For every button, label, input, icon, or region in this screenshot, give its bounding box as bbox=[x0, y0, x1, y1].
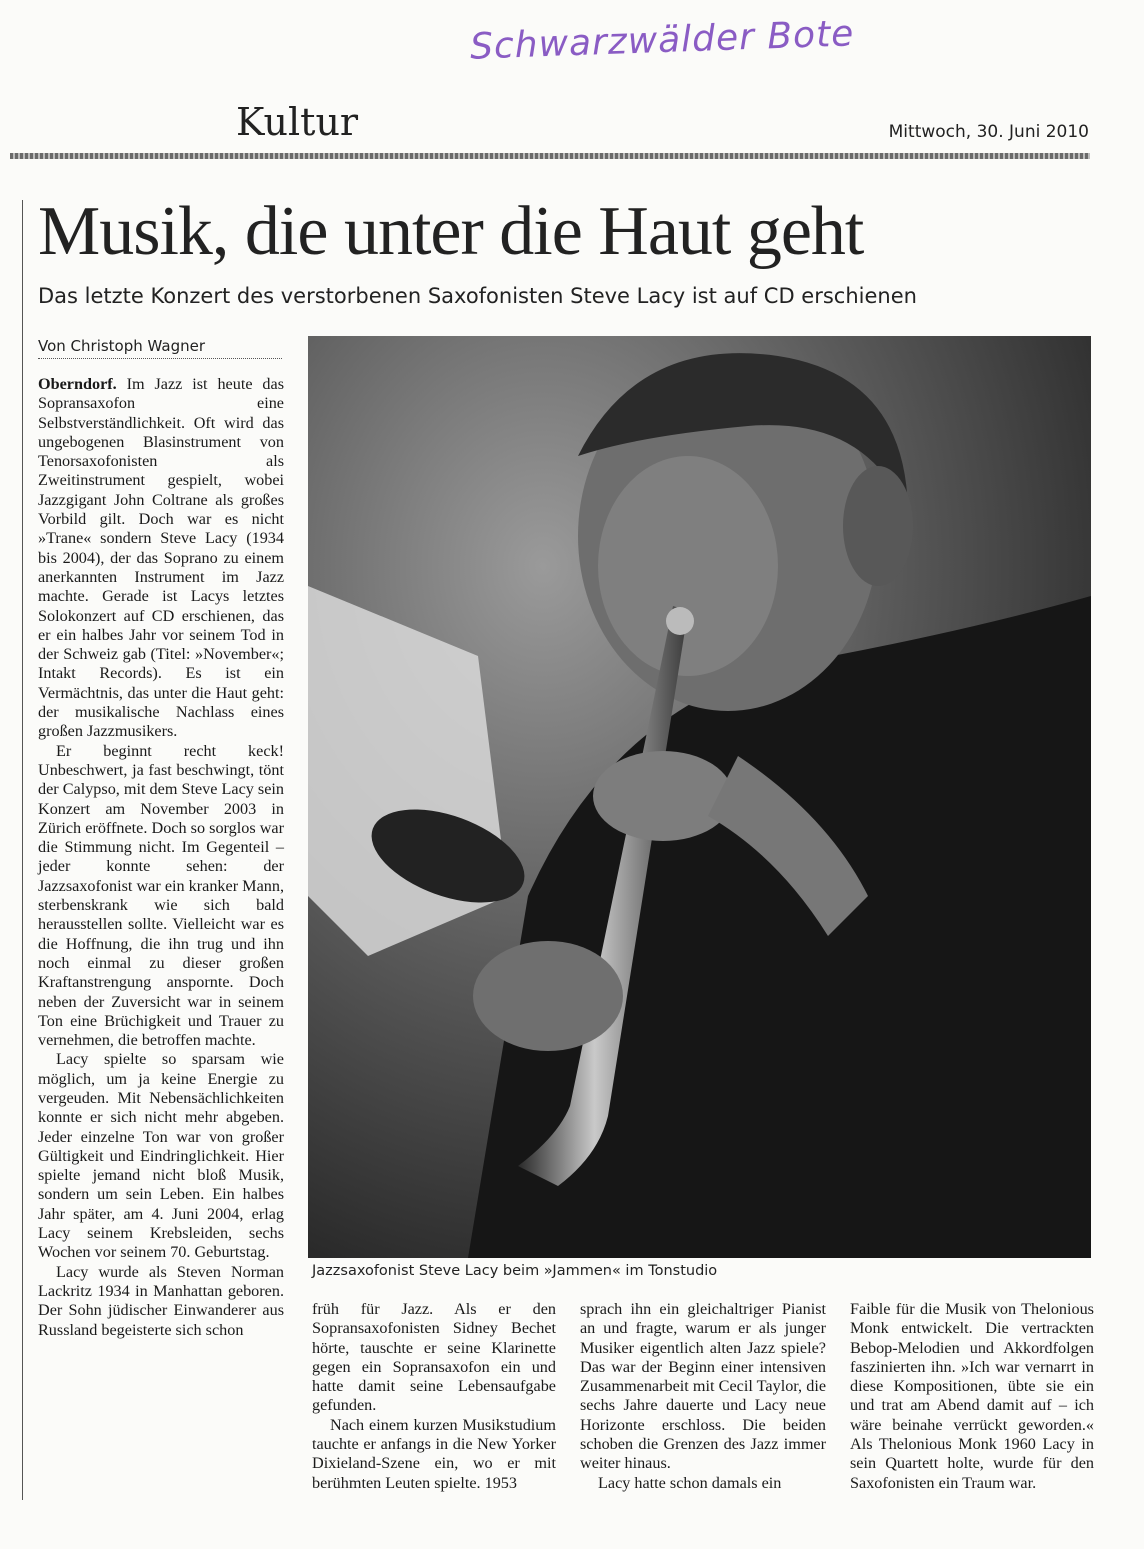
article-photo bbox=[308, 336, 1091, 1258]
photo-caption: Jazzsaxofonist Steve Lacy beim »Jammen« im Tonstudio bbox=[312, 1263, 718, 1279]
article-column-3 bbox=[580, 1300, 826, 1493]
paragraph: Faible für die Musik von Thelonious Monk entwickelt. Die vertrackten Bebop-Melodien und Akkordfolgen faszinierten ihn. »Ich war vernarrt in diese Kompositionen, übte sie ein und trat am Abend damit auf – ich wäre beinahe verrückt geworden.« Als Thelonious Monk 1960 Lacy in sein Quartett holte, wurde für den Saxofonisten ein Traum war. bbox=[850, 1300, 1094, 1492]
subheadline: Das letzte Konzert des verstorbenen Saxofonisten Steve Lacy ist auf CD erschienen bbox=[38, 284, 917, 308]
left-margin-line bbox=[22, 200, 23, 1500]
paragraph: Lacy spielte so sparsam wie möglich, um ja keine Energie zu vergeuden. Mit Nebensächlichkeiten konnte er sich nicht mehr abgeben. Jeder einzelne Ton war von großer Gültigkeit und Eindringlichkeit. Hier spielte jemand nicht bloß Musik, sondern um sein Leben. Ein halbes Jahr später, am 4. Juni 2004, erlag Lacy seinem Krebsleiden, sechs Wochen vor seinem 70. Geburtstag. bbox=[38, 1050, 284, 1262]
paragraph: Lacy hatte schon damals ein bbox=[598, 1473, 782, 1492]
article-column-2 bbox=[312, 1300, 556, 1493]
saxophonist-illustration bbox=[308, 336, 1091, 1258]
paragraph: sprach ihn ein gleichaltriger Pianist an und fragte, warum er als junger Musiker eigentlich alten Jazz spiele? Das war der Beginn einer intensiven Zusammenarbeit mit Cecil Taylor, die sechs Jahre dauerte und Lacy neue Horizonte erschloss. Die beiden schoben die Grenzen des Jazz immer weiter hinaus. bbox=[580, 1300, 826, 1473]
paragraph: Lacy wurde als Steven Norman Lackritz 1934 in Manhattan geboren. Der Sohn jüdischer Einwanderer aus Russland begeisterte sich schon bbox=[38, 1262, 284, 1339]
issue-date: Mittwoch, 30. Juni 2010 bbox=[888, 122, 1089, 142]
section-title: Kultur bbox=[236, 100, 359, 144]
paragraph: Nach einem kurzen Musikstudium tauchte er anfangs in die New Yorker Dixieland-Szene ein, wo er mit berühmten Leuten spielte. 1953 bbox=[312, 1415, 556, 1492]
paragraph: Er beginnt recht keck! Unbeschwert, ja fast beschwingt, tönt der Calypso, mit dem Steve Lacy sein Konzert am November 2003 in Zürich eröffnete. Doch so sorglos war die Stimmung nicht. Im Gegenteil – jeder konnte sehen: der Jazzsaxofonist war ein kranker Mann, sterbenskrank wie sich bald herausstellen sollte. Vielleicht war es die Hoffnung, die ihn trug und ihn noch einmal zu dieser großen Kraftanstrengung anspornte. Doch neben der Zuversicht war in seinem Ton eine Brüchigkeit und Trauer zu vernehmen, die betroffen machte. bbox=[38, 741, 284, 1050]
handwritten-note: Schwarzwälder Bote bbox=[469, 13, 856, 68]
article-column-4 bbox=[850, 1300, 1094, 1493]
header-rule bbox=[10, 153, 1090, 159]
article-column-1 bbox=[38, 375, 284, 1340]
headline: Musik, die unter die Haut geht bbox=[38, 193, 864, 270]
paragraph: Im Jazz ist heute das Sopransaxofon eine Selbstverständlichkeit. Oft wird das ungebogenen Blasinstrument von Tenorsaxofonisten als Zweitinstrument gespielt, wobei Jazzgigant John Coltrane als großes Vorbild gilt. Doch war es nicht »Trane« sondern Steve Lacy (1934 bis 2004), der das Soprano zu einem anerkannten Instrument im Jazz machte. Gerade ist Lacys letztes Solokonzert auf CD erschienen, das er ein halbes Jahr vor seinem Tod in der Schweiz gab (Titel: »November«; Intakt Records). Es ist ein Vermächtnis, das unter die Haut geht: der musikalische Nachlass eines großen Jazzmusikers. bbox=[38, 375, 285, 741]
dateline: Oberndorf. bbox=[38, 375, 117, 393]
paragraph: früh für Jazz. Als er den Sopransaxofonisten Sidney Bechet hörte, tauschte er seine Klarinette gegen ein Sopransaxofon ein und hatte damit seine Lebensaufgabe gefunden. bbox=[312, 1300, 556, 1415]
byline: Von Christoph Wagner bbox=[38, 337, 282, 359]
